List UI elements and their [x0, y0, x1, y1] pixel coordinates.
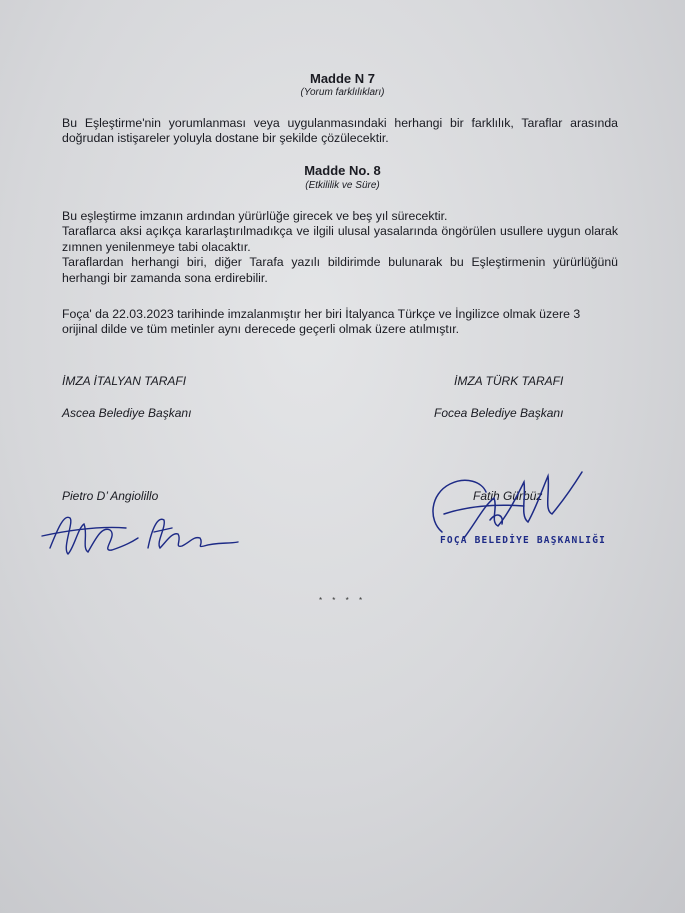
closing-paragraph: Foça' da 22.03.2023 tarihinde imzalanmıştır her biri İtalyanca Türkçe ve İngilizce olmak üzere 3 orijinal dilde ve tüm metinler aynı derecede geçerli olmak üzere atılmıştır. [62, 307, 581, 337]
article-8-paragraph-2: Taraflarca aksi açıkça kararlaştırılmadıkça ve ilgili ulusal yasalarında öngörülen usullere uygun olarak zımnen yenilenmeye tabi olacaktır. [62, 224, 618, 254]
right-party-label: İMZA TÜRK TARAFI [454, 374, 564, 388]
right-role-label: Focea Belediye Başkanı [434, 406, 564, 420]
left-signer-name: Pietro D’ Angiolillo [62, 489, 159, 503]
right-signer-name: Fatih Gürbüz [473, 489, 543, 503]
municipality-stamp: FOÇA BELEDİYE BAŞKANLIĞI [440, 535, 607, 546]
article-8-title: Madde No. 8 [304, 163, 381, 178]
article-7-paragraph: Bu Eşleştirme'nin yorumlanması veya uygulanmasındaki herhangi bir farklılık, Taraflar arasında doğrudan istişareler yoluyla dostane bir şekilde çözülecektir. [62, 116, 618, 146]
article-7-subtitle: (Yorum farklılıkları) [300, 87, 385, 98]
left-role-label: Ascea Belediye Başkanı [62, 406, 192, 420]
article-7-title: Madde N 7 [309, 71, 375, 86]
article-8-line-1: Bu eşleştirme imzanın ardından yürürlüğe girecek ve beş yıl sürecektir. [62, 209, 448, 223]
footer-mark: * * * * [318, 596, 367, 605]
left-party-label: İMZA İTALYAN TARAFI [62, 374, 187, 388]
article-8-paragraph-3: Taraflardan herhangi biri, diğer Tarafa yazılı bildirimde bulunarak bu Eşleştirmenin yürürlüğünü herhangi bir zamanda sona erdirebilir. [62, 255, 618, 285]
article-8-text [62, 209, 618, 286]
article-8-subtitle: (Etkililik ve Süre) [305, 180, 380, 191]
left-signature-icon [40, 508, 240, 563]
